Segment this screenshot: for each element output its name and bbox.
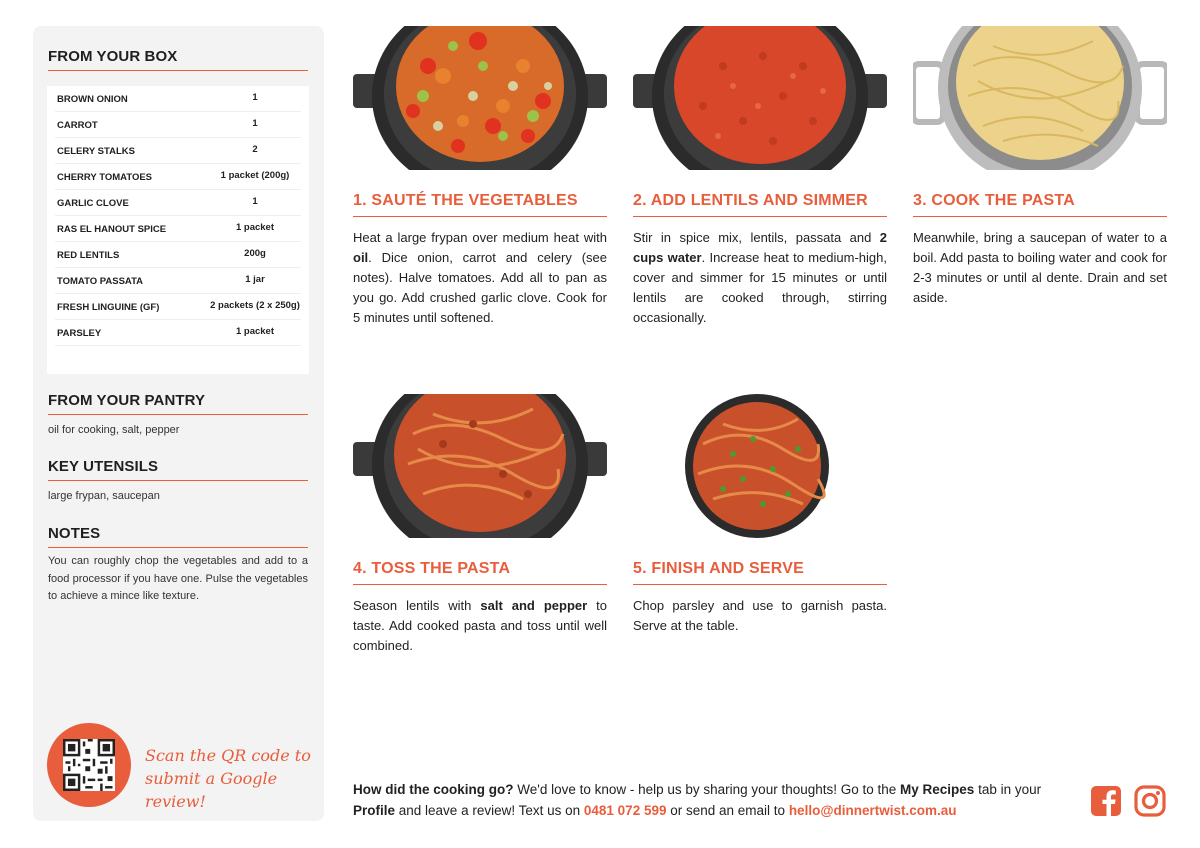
review-text: or send an email to <box>666 803 789 818</box>
ingredients-panel <box>33 26 324 821</box>
notes-title: NOTES <box>48 525 308 548</box>
text-run: Chop parsley and use to garnish pasta. Serve at the table. <box>633 598 887 633</box>
ingredient-name: GARLIC CLOVE <box>57 198 129 209</box>
step-3-title: 3. COOK THE PASTA <box>913 192 1167 217</box>
profile-label: Profile <box>353 803 396 818</box>
bold-text: salt and pepper <box>480 598 588 613</box>
step-2-text <box>633 228 887 328</box>
review-question: How did the cooking go? <box>353 782 514 797</box>
step-5-image <box>633 394 887 538</box>
step-4-image <box>353 394 607 538</box>
text-run: Stir in spice mix, lentils, passata and <box>633 230 880 245</box>
review-text: and leave a review! Text us on <box>395 803 584 818</box>
ingredient-row <box>55 164 301 190</box>
phone-link[interactable]: 0481 072 599 <box>583 803 667 818</box>
facebook-icon[interactable] <box>1090 785 1122 817</box>
review-text: We'd love to know - help us by sharing your thoughts! Go to the <box>513 782 901 797</box>
ingredient-qty: 1 packet <box>235 222 275 233</box>
step-5-title: 5. FINISH AND SERVE <box>633 560 887 585</box>
ingredient-qty: 1 jar <box>245 274 265 285</box>
step-1-text <box>353 228 607 328</box>
utensils-title: KEY UTENSILS <box>48 458 308 481</box>
ingredient-row <box>55 190 301 216</box>
qr-caption-line: submit a Google review! <box>145 769 278 811</box>
pantry-text: oil for cooking, salt, pepper <box>48 424 180 436</box>
text-run: to taste. Add cooked pasta and toss until well combined. <box>353 598 608 653</box>
step-1-image <box>353 26 607 170</box>
ingredient-qty: 1 packet (200g) <box>220 170 290 181</box>
ingredient-row <box>55 268 301 294</box>
step-5-text <box>633 596 887 636</box>
notes-text: You can roughly chop the vegetables and add to a food processor if you have one. Pulse the vegetables to achieve a mince like texture. <box>48 555 308 602</box>
ingredient-row <box>55 138 301 164</box>
ingredient-name: PARSLEY <box>57 328 102 339</box>
ingredient-name: RED LENTILS <box>57 250 120 261</box>
step-4-title: 4. TOSS THE PASTA <box>353 560 607 585</box>
ingredient-qty: 2 <box>252 144 258 155</box>
ingredient-row <box>55 320 301 346</box>
ingredient-row <box>55 216 301 242</box>
ingredient-name: CARROT <box>57 120 98 131</box>
bold-text: oil <box>353 250 369 265</box>
text-run: . Dice onion, carrot and celery (see notes). Halve tomatoes. Add all to pan as you go. Add crushed garlic clove. Cook for 5 minutes until softened. <box>353 250 607 325</box>
ingredient-name: CELERY STALKS <box>57 146 135 157</box>
ingredient-row <box>55 86 301 112</box>
ingredient-qty: 200g <box>244 248 266 259</box>
box-ingredients-table <box>47 86 309 374</box>
qr-caption-line: Scan the QR code to <box>145 746 311 765</box>
step-3-image <box>913 26 1167 170</box>
bold-text: 2 cups water <box>633 230 887 265</box>
ingredient-qty: 1 <box>252 118 258 129</box>
pantry-title: FROM YOUR PANTRY <box>48 392 308 415</box>
ingredient-row <box>55 294 301 320</box>
ingredient-name: FRESH LINGUINE (GF) <box>57 302 160 313</box>
ingredient-qty: 1 <box>252 92 258 103</box>
text-run: Meanwhile, bring a saucepan of water to a boil. Add pasta to boiling water and cook for 2-3 minutes or until al dente. Drain and set aside. <box>913 230 1167 305</box>
ingredient-qty: 2 packets (2 x 250g) <box>210 300 300 311</box>
qr-code-icon[interactable] <box>63 739 115 791</box>
ingredient-name: BROWN ONION <box>57 94 128 105</box>
text-run: Season lentils with <box>353 598 481 613</box>
email-link[interactable]: hello@dinnertwist.com.au <box>788 803 957 818</box>
qr-badge <box>47 723 131 807</box>
step-2-title: 2. ADD LENTILS AND SIMMER <box>633 192 887 217</box>
from-box-title: FROM YOUR BOX <box>48 48 308 71</box>
ingredient-row <box>55 112 301 138</box>
ingredient-name: CHERRY TOMATOES <box>57 172 153 183</box>
my-recipes-label: My Recipes <box>900 782 975 797</box>
ingredient-name: RAS EL HANOUT SPICE <box>57 224 167 235</box>
text-run: . Increase heat to medium-high, cover and simmer for 15 minutes or until lentils are cooked through, stirring occasionally. <box>633 250 887 325</box>
review-prompt <box>353 779 1073 821</box>
qr-caption <box>145 744 315 813</box>
utensils-text: large frypan, saucepan <box>48 490 160 502</box>
step-2-image <box>633 26 887 170</box>
ingredient-name: TOMATO PASSATA <box>57 276 144 287</box>
step-1-title: 1. SAUTÉ THE VEGETABLES <box>353 192 607 217</box>
ingredient-row <box>55 242 301 268</box>
instagram-icon[interactable] <box>1134 785 1166 817</box>
ingredient-qty: 1 <box>252 196 258 207</box>
ingredient-qty: 1 packet <box>235 326 275 337</box>
review-text: tab in your <box>974 782 1042 797</box>
step-3-text <box>913 228 1167 308</box>
step-4-text <box>353 596 607 656</box>
text-run: Heat a large frypan over medium heat with <box>353 230 607 245</box>
